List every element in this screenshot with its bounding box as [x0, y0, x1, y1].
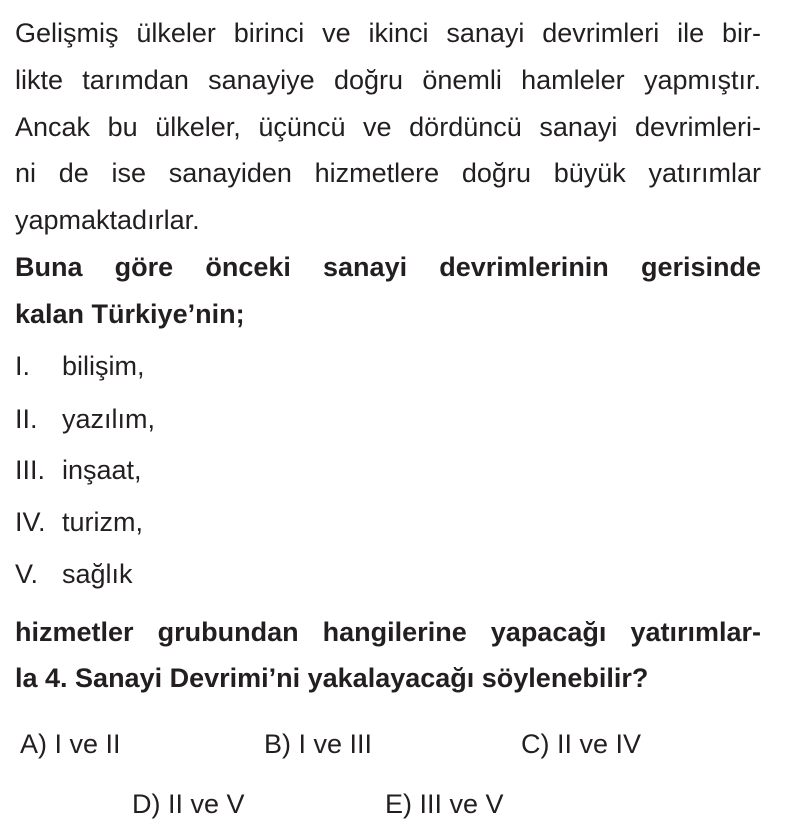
question-intro-line: Buna göre önceki sanayi devrimlerinin gerisinde — [15, 252, 761, 282]
list-item — [15, 454, 415, 486]
item-text: bilişim, — [62, 351, 145, 381]
passage-line: Ancak bu ülkeler, üçüncü ve dördüncü sanayi devrimleri- — [15, 112, 761, 142]
item-numeral: I. — [15, 351, 31, 381]
item-text: inşaat, — [62, 455, 142, 485]
list-item — [15, 506, 415, 538]
option-b[interactable]: B) I ve III — [264, 729, 373, 759]
item-text: sağlık — [62, 559, 133, 589]
question-end-line: hizmetler grubundan hangilerine yapacağı yatırımlar- — [15, 617, 761, 647]
item-numeral: IV. — [15, 507, 46, 537]
passage-line: Gelişmiş ülkeler birinci ve ikinci sanayi devrimleri ile bir- — [15, 18, 761, 48]
option-c[interactable]: C) II ve IV — [521, 729, 642, 759]
item-numeral: III. — [15, 455, 46, 485]
list-item — [15, 350, 415, 382]
list-item — [15, 558, 415, 590]
question-intro-line: kalan Türkiye’nin; — [15, 299, 245, 329]
item-numeral: V. — [15, 559, 39, 589]
list-item — [15, 403, 415, 435]
passage-line: yapmaktadırlar. — [15, 205, 200, 235]
item-text: turizm, — [62, 507, 143, 537]
passage-line: likte tarımdan sanayiye doğru önemli hamleler yapmıştır. — [15, 65, 761, 95]
option-d[interactable]: D) II ve V — [132, 789, 245, 819]
item-numeral: II. — [15, 404, 38, 434]
item-text: yazılım, — [62, 404, 156, 434]
passage-line: ni de ise sanayiden hizmetlere doğru büyük yatırımlar — [15, 158, 761, 188]
question-end-line: la 4. Sanayi Devrimi’ni yakalayacağı söylenebilir? — [15, 663, 649, 693]
option-e[interactable]: E) III ve V — [385, 789, 504, 819]
option-a[interactable]: A) I ve II — [20, 729, 121, 759]
